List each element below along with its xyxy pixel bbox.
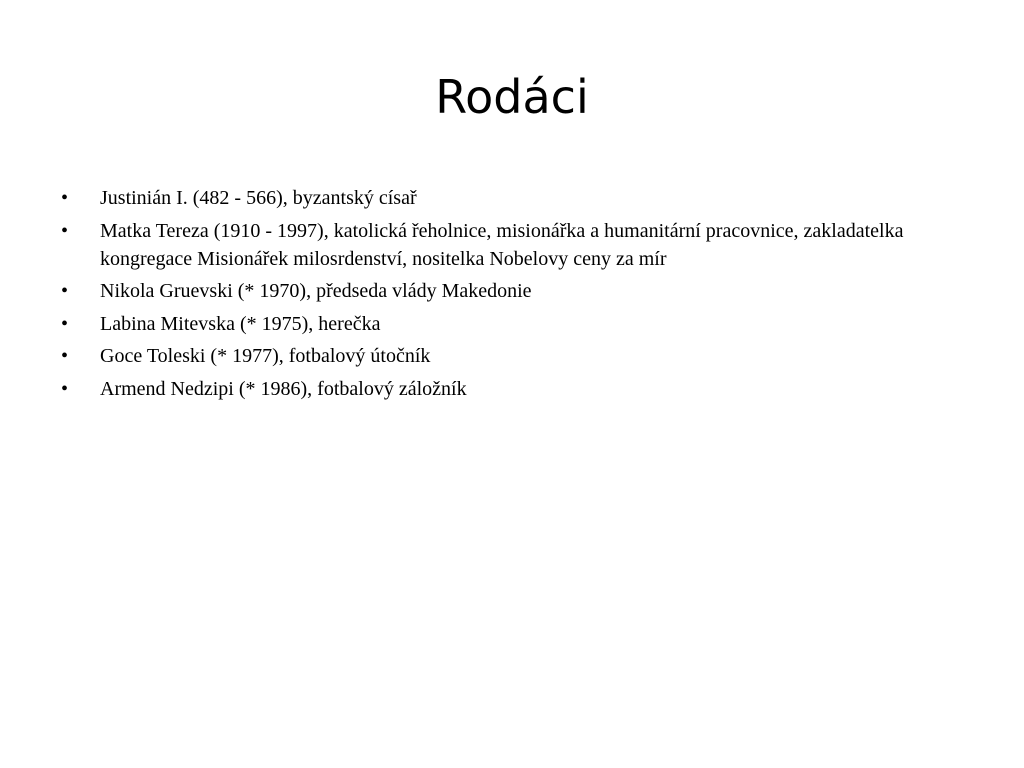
list-item [61, 277, 961, 305]
list-item [61, 184, 961, 212]
slide-title: Rodáci [435, 70, 589, 124]
bullet-list [61, 184, 961, 408]
list-item [61, 310, 961, 338]
list-item-text: Justinián I. (482 - 566), byzantský císař [100, 187, 417, 209]
bullet-icon: • [61, 219, 69, 242]
bullet-icon: • [61, 377, 69, 400]
list-item-text: Armend Nedzipi (* 1986), fotbalový záložník [100, 377, 467, 400]
list-item-text: Labina Mitevska (* 1975), herečka [100, 312, 381, 335]
bullet-icon: • [61, 345, 69, 368]
bullet-icon: • [61, 312, 69, 335]
list-item [61, 375, 961, 403]
list-item-text: Nikola Gruevski (* 1970), předseda vlády Makedonie [100, 280, 532, 303]
list-item-text: Goce Toleski (* 1977), fotbalový útočník [100, 345, 431, 368]
bullet-icon: • [61, 187, 69, 209]
list-item [61, 217, 961, 273]
list-item [61, 342, 961, 370]
list-item-text: Matka Tereza (1910 - 1997), katolická řeholnice, misionářka a humanitární pracovnice, zakladatelka kongregace Misionářek milosrdenství, nositelka Nobelovy ceny za mír [100, 219, 904, 270]
bullet-icon: • [61, 280, 69, 303]
